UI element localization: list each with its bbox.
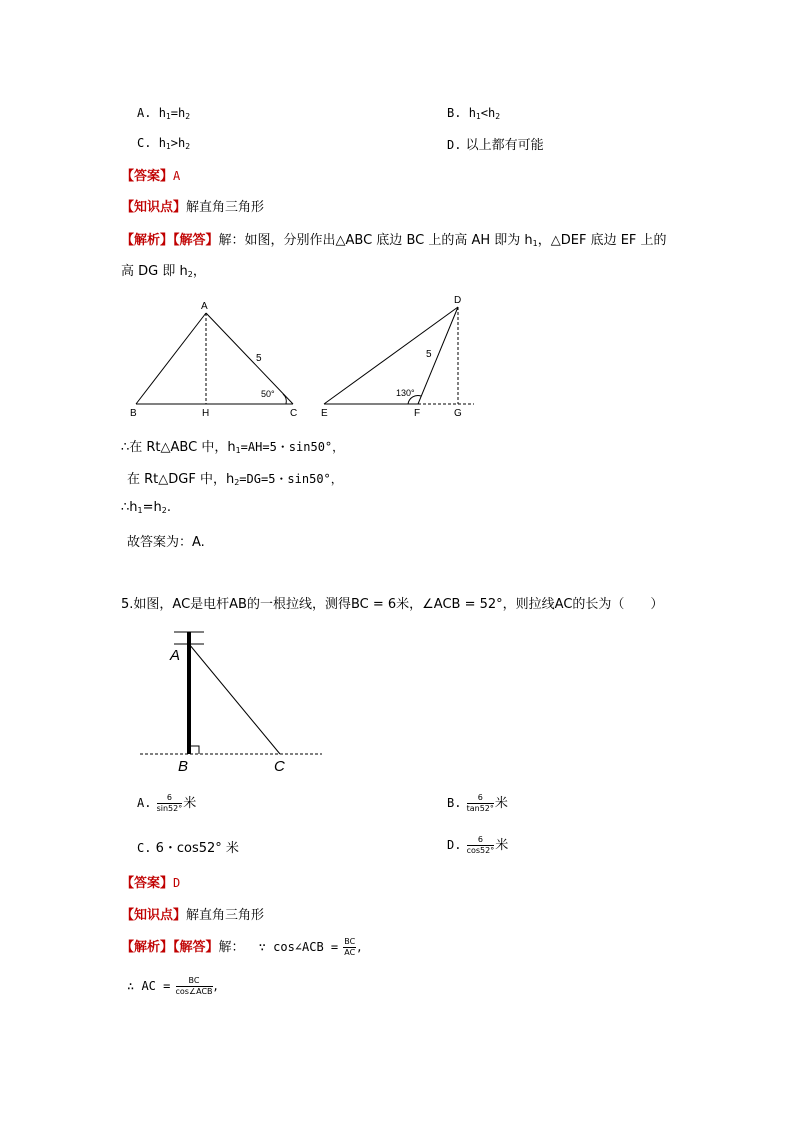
label-h: H	[202, 408, 210, 419]
fraction: $\frac{6}{\tan 52^\circ}$	[466, 793, 494, 813]
q4-analysis-line1: 【解析】【解答】解：如图，分别作出△ABC 底边 BC 上的高 AH 即为 $h_1$，△DEF 底边 EF 上的	[121, 233, 667, 248]
q5-question: 5.如图，AC是电杆AB的一根拉线，测得BC = 6米，∠ACB = 52°，则拉线AC的长为（ ）	[121, 597, 664, 612]
q4-analysis-line2: 高 DG 即 $h_2$，	[121, 264, 206, 279]
q4-step-2: 在 Rt△DGF 中，$h_2=DG=5$・sin50°，	[127, 472, 343, 487]
fraction: $\frac{6}{\cos 52^\circ}$	[466, 835, 495, 855]
label-e: E	[321, 408, 328, 419]
label-pole-b: B	[178, 758, 189, 775]
q4-step-3: $\therefore h_1=h_2$.	[121, 500, 171, 515]
label-pole-a: A	[170, 647, 181, 664]
label-d: D	[454, 295, 462, 306]
fraction: $\frac{BC}{AC}$	[344, 937, 356, 957]
q4-option-a: A. $h_1=h_2$	[137, 106, 191, 121]
label-g: G	[454, 408, 462, 419]
label-b: B	[130, 408, 137, 419]
q5-analysis-line1: 【解析】【解答】解： ∵ cos∠ACB = $\frac{BC}{AC}$ ,	[121, 937, 362, 957]
label-pole-c: C	[274, 758, 285, 775]
q5-knowledge: 【知识点】解直角三角形	[121, 908, 265, 923]
label-angle-50: 50°	[261, 389, 275, 399]
q5-pole-figure	[140, 625, 330, 775]
q4-option-c: C. $h_1>h_2$	[137, 136, 191, 151]
q4-knowledge: 【知识点】解直角三角形	[121, 200, 265, 215]
label-angle-130: 130°	[396, 388, 415, 398]
q4-step-4: 故答案为：A.	[127, 535, 205, 550]
q4-step-1: ∴在 Rt△ABC 中，$h_1=AH=5$・sin50°，	[121, 440, 345, 455]
q5-option-c: C. 6・cos52° 米	[137, 841, 239, 856]
q4-answer: 【答案】A	[121, 169, 181, 184]
q5-option-d: D. $\frac{6}{\cos 52^\circ}$ 米	[447, 835, 509, 855]
q5-option-b: B. $\frac{6}{\tan 52^\circ}$ 米	[447, 793, 508, 813]
label-c: C	[290, 408, 298, 419]
label-a: A	[201, 301, 208, 312]
q5-analysis-line2: ∴ AC = $\frac{BC}{\text{cos∠ACB}}$ ,	[127, 976, 218, 996]
q5-option-a: A. $\frac{6}{\sin 52^\circ}$ 米	[137, 793, 197, 813]
label-side-df: 5	[426, 349, 432, 360]
fraction: $\frac{6}{\sin 52^\circ}$	[156, 793, 183, 813]
q4-triangles-figure	[120, 292, 490, 422]
q5-answer: 【答案】D	[121, 876, 181, 891]
label-side-ac: 5	[256, 353, 262, 364]
q4-option-d: D. 以上都有可能	[447, 138, 544, 153]
pole-diagram	[140, 632, 322, 754]
q4-option-b: B. $h_1<h_2$	[447, 106, 501, 121]
fraction: $\frac{BC}{\text{cos∠ACB}}$	[175, 976, 213, 996]
label-f: F	[414, 408, 421, 419]
